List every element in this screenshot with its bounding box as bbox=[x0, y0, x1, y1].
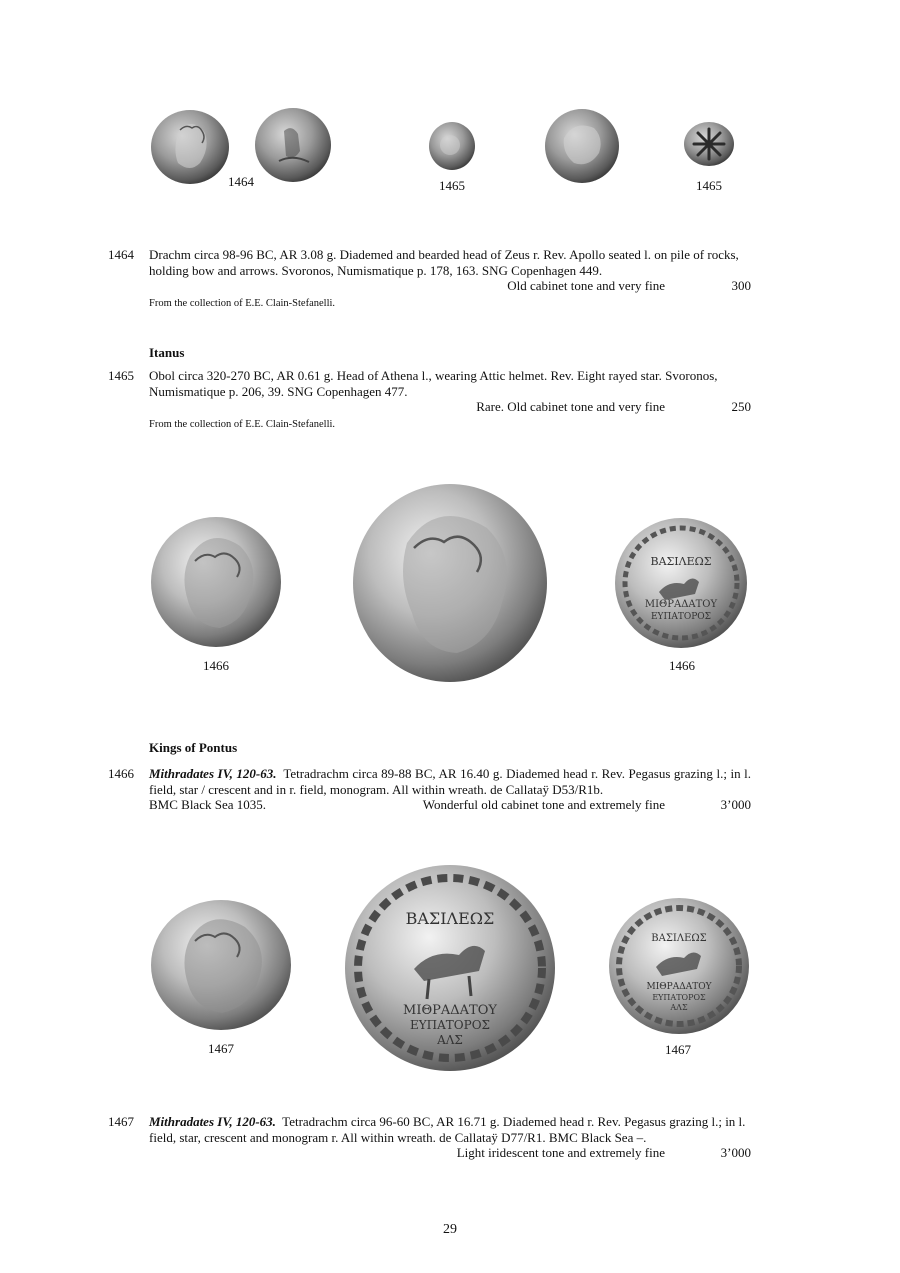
lot-condition: Rare. Old cabinet tone and very fine bbox=[476, 399, 665, 414]
lot-estimate: 3’000 bbox=[720, 797, 751, 812]
coin-label: 1465 bbox=[439, 178, 465, 193]
lot-number: 1464 bbox=[108, 247, 134, 262]
coin-1467-obverse bbox=[150, 899, 292, 1032]
coin-legend: ΑΛΣ bbox=[670, 1003, 688, 1012]
lot-condition: Wonderful old cabinet tone and extremely fine bbox=[422, 797, 665, 812]
coin-legend: ΒΑΣΙΛΕΩΣ bbox=[405, 909, 495, 928]
coin-1465-reverse-star bbox=[683, 121, 735, 167]
lot-text: Obol circa 320-270 BC, AR 0.61 g. Head of Athena l., wearing Attic helmet. Rev. Eight rayed star. Svoronos, Numismatique p. 206, 39. SNG Copenhagen 477. bbox=[149, 368, 718, 399]
coin-1465-obverse-small bbox=[428, 121, 476, 171]
coin-legend: ΒΑΣΙΛΕΩΣ bbox=[650, 555, 712, 568]
coin-label: 1467 bbox=[208, 1041, 234, 1056]
coin-legend: ΕΥΠΑΤΟΡΟΣ bbox=[652, 993, 706, 1002]
section-heading: Itanus bbox=[149, 345, 185, 360]
coin-1467-reverse-enlarged bbox=[344, 864, 556, 1072]
coin-label: 1467 bbox=[665, 1042, 691, 1057]
coin-1464-obverse bbox=[150, 108, 230, 186]
lot-estimate: 250 bbox=[731, 399, 751, 414]
lot-estimate: 3’000 bbox=[720, 1145, 751, 1160]
lot-1467-description bbox=[149, 1114, 751, 1161]
coin-legend: ΕΥΠΑΤΟΡΟΣ bbox=[650, 612, 712, 622]
coin-legend: ΑΛΣ bbox=[437, 1033, 463, 1047]
coin-1466-reverse bbox=[614, 517, 748, 649]
coin-1466-obverse-enlarged bbox=[352, 483, 548, 683]
lot-text: Drachm circa 98-96 BC, AR 3.08 g. Diademed and bearded head of Zeus r. Rev. Apollo seated l. on pile of rocks, holding bow and arrows. Svoronos, Numismatique p. 178, 163. SNG Copenhagen 449. bbox=[149, 247, 739, 278]
coin-1466-obverse bbox=[150, 516, 282, 649]
lot-1464-description bbox=[149, 247, 751, 311]
section-heading: Kings of Pontus bbox=[149, 740, 238, 755]
lot-text bbox=[149, 1114, 751, 1145]
lot-condition: Light iridescent tone and extremely fine bbox=[456, 1145, 665, 1160]
coin-legend: ΜΙΘΡΑΔΑΤΟΥ bbox=[644, 599, 718, 610]
lot-1465-description bbox=[149, 368, 751, 432]
lot-text-main: Tetradrachm circa 89-88 BC, AR 16.40 g. Diademed head r. Rev. Pegasus grazing l.; in l. field, star / crescent and in r. field, monogram. All within wreath. de Callataÿ D53/R1b. bbox=[149, 766, 751, 797]
lot-provenance: From the collection of E.E. Clain-Stefanelli. bbox=[149, 418, 336, 430]
lot-ruler: Mithradates IV, 120-63. bbox=[149, 1114, 276, 1129]
coin-legend: ΜΙΘΡΑΔΑΤΟΥ bbox=[403, 1003, 497, 1018]
lot-text-last: BMC Black Sea 1035. bbox=[149, 797, 266, 812]
coin-label: 1465 bbox=[696, 178, 722, 193]
page-number: 29 bbox=[443, 1222, 457, 1237]
lot-provenance: From the collection of E.E. Clain-Stefanelli. bbox=[149, 297, 336, 309]
coin-label: 1466 bbox=[669, 658, 695, 673]
lot-text-main: Tetradrachm circa 96-60 BC, AR 16.71 g. Diademed head r. Rev. Pegasus grazing l.; in l. field, star, crescent and monogram r. All within wreath. de Callataÿ D77/R1. BMC Black Sea –. bbox=[149, 1114, 746, 1145]
lot-ruler: Mithradates IV, 120-63. bbox=[149, 766, 277, 781]
coin-label: 1466 bbox=[203, 658, 229, 673]
coin-legend: ΕΥΠΑΤΟΡΟΣ bbox=[409, 1018, 491, 1032]
lot-condition: Old cabinet tone and very fine bbox=[507, 278, 665, 293]
lot-number: 1465 bbox=[108, 368, 134, 383]
lot-text bbox=[149, 766, 751, 797]
coin-label: 1464 bbox=[228, 174, 254, 189]
lot-number: 1467 bbox=[108, 1114, 134, 1129]
lot-number: 1466 bbox=[108, 766, 134, 781]
coin-1465-obverse-enlarged bbox=[544, 108, 620, 184]
coin-legend: ΜΙΘΡΑΔΑΤΟΥ bbox=[646, 982, 712, 992]
lot-estimate: 300 bbox=[731, 278, 751, 293]
coin-legend: ΒΑΣΙΛΕΩΣ bbox=[651, 933, 707, 944]
coin-1467-reverse bbox=[608, 897, 750, 1035]
lot-1466-description bbox=[149, 766, 751, 813]
coin-1464-reverse bbox=[254, 106, 332, 184]
